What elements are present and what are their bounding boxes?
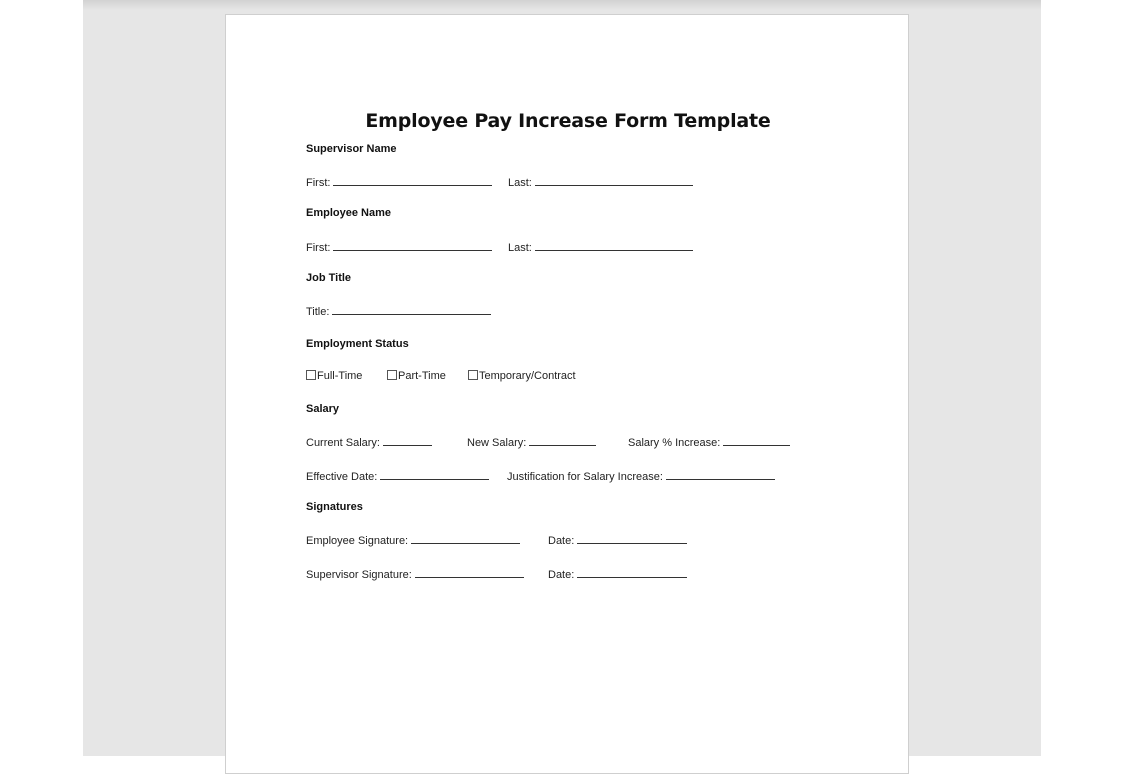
employee-name-heading: Employee Name (306, 207, 391, 219)
checkbox-icon[interactable] (306, 370, 316, 380)
employee-signature-label: Employee Signature: (306, 535, 409, 547)
employee-first-line[interactable] (333, 240, 492, 251)
employee-date-field[interactable] (548, 533, 687, 547)
job-title-field[interactable] (306, 304, 491, 318)
signatures-heading: Signatures (306, 501, 363, 513)
supervisor-signature-line[interactable] (415, 567, 524, 578)
supervisor-first-field[interactable] (306, 175, 492, 189)
checkbox-part-time[interactable] (387, 370, 446, 382)
new-salary-line[interactable] (529, 435, 596, 446)
supervisor-date-field[interactable] (548, 567, 687, 581)
justification-field[interactable] (507, 469, 775, 483)
job-title-label: Title: (306, 306, 330, 318)
new-salary-label: New Salary: (467, 437, 527, 449)
supervisor-last-label: Last: (508, 177, 532, 189)
salary-increase-label: Salary % Increase: (628, 437, 721, 449)
current-salary-line[interactable] (383, 435, 432, 446)
viewer-top-shadow (83, 0, 1041, 10)
current-salary-field[interactable] (306, 435, 432, 449)
job-title-line[interactable] (332, 304, 491, 315)
salary-heading: Salary (306, 403, 340, 415)
supervisor-date-label: Date: (548, 569, 575, 581)
employee-date-line[interactable] (577, 533, 687, 544)
checkbox-full-time[interactable] (306, 370, 362, 382)
checkbox-icon[interactable] (387, 370, 397, 380)
supervisor-first-line[interactable] (333, 175, 492, 186)
checkbox-icon[interactable] (468, 370, 478, 380)
salary-increase-field[interactable] (628, 435, 790, 449)
document-page (225, 14, 909, 774)
supervisor-first-label: First: (306, 177, 331, 189)
full-time-label: Full-Time (317, 370, 363, 382)
employment-status-heading: Employment Status (306, 338, 409, 350)
supervisor-date-line[interactable] (577, 567, 687, 578)
employee-signature-line[interactable] (411, 533, 520, 544)
employee-first-label: First: (306, 242, 331, 254)
part-time-label: Part-Time (398, 370, 446, 382)
employee-date-label: Date: (548, 535, 575, 547)
effective-date-label: Effective Date: (306, 471, 378, 483)
employee-signature-field[interactable] (306, 533, 520, 547)
salary-increase-line[interactable] (723, 435, 790, 446)
effective-date-line[interactable] (380, 469, 489, 480)
supervisor-signature-field[interactable] (306, 567, 524, 581)
checkbox-temporary-contract[interactable] (468, 370, 576, 382)
justification-label: Justification for Salary Increase: (507, 471, 663, 483)
supervisor-name-heading: Supervisor Name (306, 143, 397, 155)
supervisor-signature-label: Supervisor Signature: (306, 569, 412, 581)
document-title: Employee Pay Increase Form Template (365, 110, 771, 132)
effective-date-field[interactable] (306, 469, 489, 483)
temporary-contract-label: Temporary/Contract (479, 370, 576, 382)
new-salary-field[interactable] (467, 435, 596, 449)
employee-first-field[interactable] (306, 240, 492, 254)
employee-last-field[interactable] (508, 240, 693, 254)
supervisor-last-line[interactable] (535, 175, 693, 186)
current-salary-label: Current Salary: (306, 437, 380, 449)
supervisor-last-field[interactable] (508, 175, 693, 189)
document-viewer (83, 0, 1041, 756)
employee-last-line[interactable] (535, 240, 693, 251)
justification-line[interactable] (666, 469, 775, 480)
employee-last-label: Last: (508, 242, 532, 254)
job-title-heading: Job Title (306, 272, 352, 284)
